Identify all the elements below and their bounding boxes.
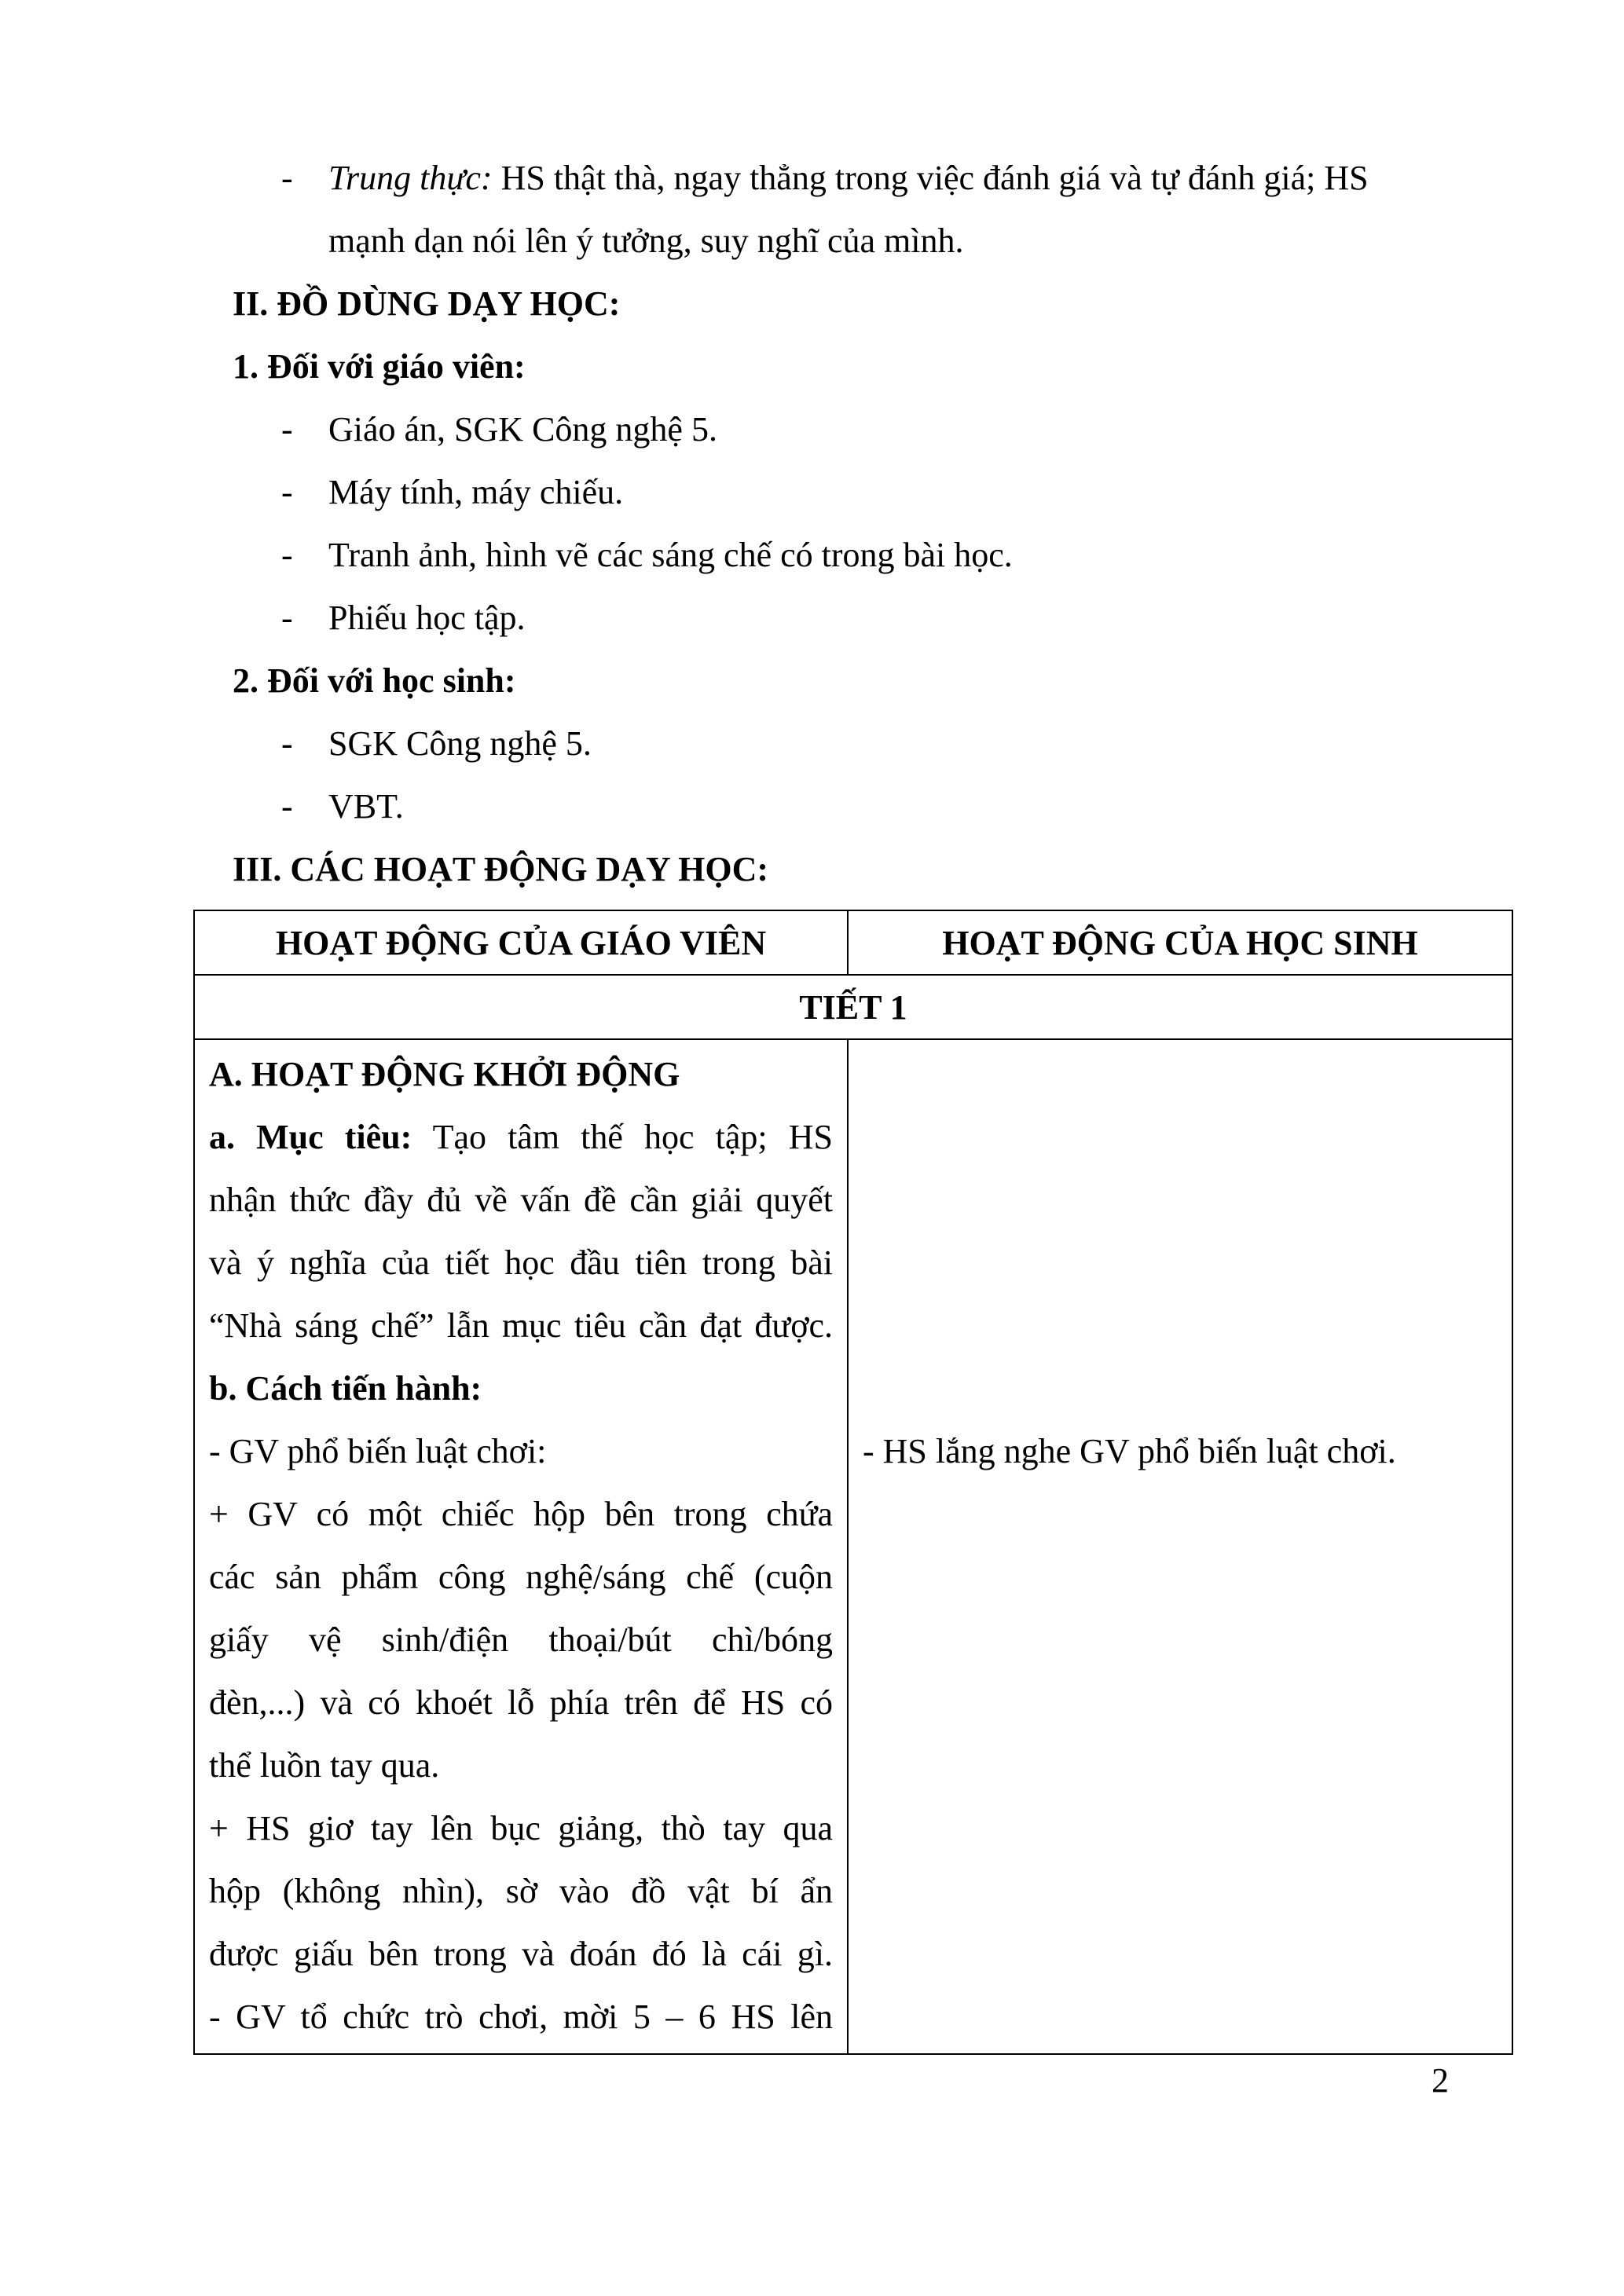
header-teacher: HOẠT ĐỘNG CỦA GIÁO VIÊN bbox=[194, 910, 848, 975]
page-number: 2 bbox=[1432, 2061, 1449, 2100]
bullet-dash: - bbox=[281, 473, 293, 511]
teacher-line: - GV tổ chức trò chơi, mời 5 – 6 HS lên bbox=[209, 1998, 833, 2036]
goal-line: a. Mục tiêu: Tạo tâm thế học tập; HS bbox=[209, 1118, 833, 1156]
teacher-line: + GV có một chiếc hộp bên trong chứa bbox=[209, 1495, 833, 1533]
section-3-heading: III. CÁC HOẠT ĐỘNG DẠY HỌC: bbox=[233, 850, 769, 888]
activity-title: A. HOẠT ĐỘNG KHỞI ĐỘNG bbox=[209, 1055, 680, 1093]
section-2-heading: II. ĐỒ DÙNG DẠY HỌC: bbox=[233, 284, 621, 323]
teacher-item-3: Tranh ảnh, hình vẽ các sáng chế có trong bài học. bbox=[328, 536, 1013, 574]
goal-label: a. Mục tiêu: bbox=[209, 1118, 412, 1156]
intro-bullet-line-2: mạnh dạn nói lên ý tưởng, suy nghĩ của mình. bbox=[328, 222, 964, 260]
header-student: HOẠT ĐỘNG CỦA HỌC SINH bbox=[848, 910, 1512, 975]
bullet-dash: - bbox=[281, 159, 293, 197]
teacher-materials-heading: 1. Đối với giáo viên: bbox=[233, 347, 526, 386]
bullet-dash: - bbox=[281, 724, 293, 763]
teacher-line: giấy vệ sinh/điện thoại/bút chì/bóng bbox=[209, 1620, 833, 1659]
table-header-row bbox=[194, 910, 1512, 975]
intro-bullet-line-1: Trung thực: HS thật thà, ngay thẳng trong việc đánh giá và tự đánh giá; HS bbox=[328, 159, 1369, 197]
student-materials-heading: 2. Đối với học sinh: bbox=[233, 661, 516, 700]
teacher-line: các sản phẩm công nghệ/sáng chế (cuộn bbox=[209, 1558, 833, 1596]
teacher-item-1: Giáo án, SGK Công nghệ 5. bbox=[328, 410, 717, 449]
student-item-2: VBT. bbox=[328, 787, 404, 826]
method-label: b. Cách tiến hành: bbox=[209, 1369, 482, 1408]
teacher-line: hộp (không nhìn), sờ vào đồ vật bí ẩn bbox=[209, 1872, 833, 1910]
teacher-line: đèn,...) và có khoét lỗ phía trên để HS có bbox=[209, 1683, 833, 1722]
teacher-line: + HS giơ tay lên bục giảng, thò tay qua bbox=[209, 1809, 833, 1847]
teacher-line: được giấu bên trong và đoán đó là cái gì. bbox=[209, 1935, 833, 1973]
period-row bbox=[194, 975, 1512, 1039]
bullet-dash: - bbox=[281, 787, 293, 826]
teacher-line: thể luồn tay qua. bbox=[209, 1746, 440, 1785]
teacher-line: - GV phổ biến luật chơi: bbox=[209, 1432, 547, 1470]
teacher-item-2: Máy tính, máy chiếu. bbox=[328, 473, 624, 511]
bullet-dash: - bbox=[281, 410, 293, 449]
teacher-item-4: Phiếu học tập. bbox=[328, 599, 526, 637]
intro-bullet-label: Trung thực: bbox=[328, 159, 493, 197]
student-item-1: SGK Công nghệ 5. bbox=[328, 724, 592, 763]
teacher-activity-cell bbox=[194, 1039, 848, 2054]
goal-line: và ý nghĩa của tiết học đầu tiên trong bài bbox=[209, 1243, 833, 1282]
bullet-dash: - bbox=[281, 599, 293, 637]
bullet-dash: - bbox=[281, 536, 293, 574]
activities-table bbox=[193, 910, 1513, 2055]
table-row bbox=[194, 1039, 1512, 2054]
goal-line: nhận thức đầy đủ về vấn đề cần giải quyết bbox=[209, 1181, 833, 1219]
goal-line: “Nhà sáng chế” lẫn mục tiêu cần đạt được. bbox=[209, 1306, 833, 1345]
student-activity-cell bbox=[848, 1039, 1512, 2054]
period-label: TIẾT 1 bbox=[194, 975, 1512, 1039]
student-response: - HS lắng nghe GV phổ biến luật chơi. bbox=[863, 1432, 1396, 1470]
